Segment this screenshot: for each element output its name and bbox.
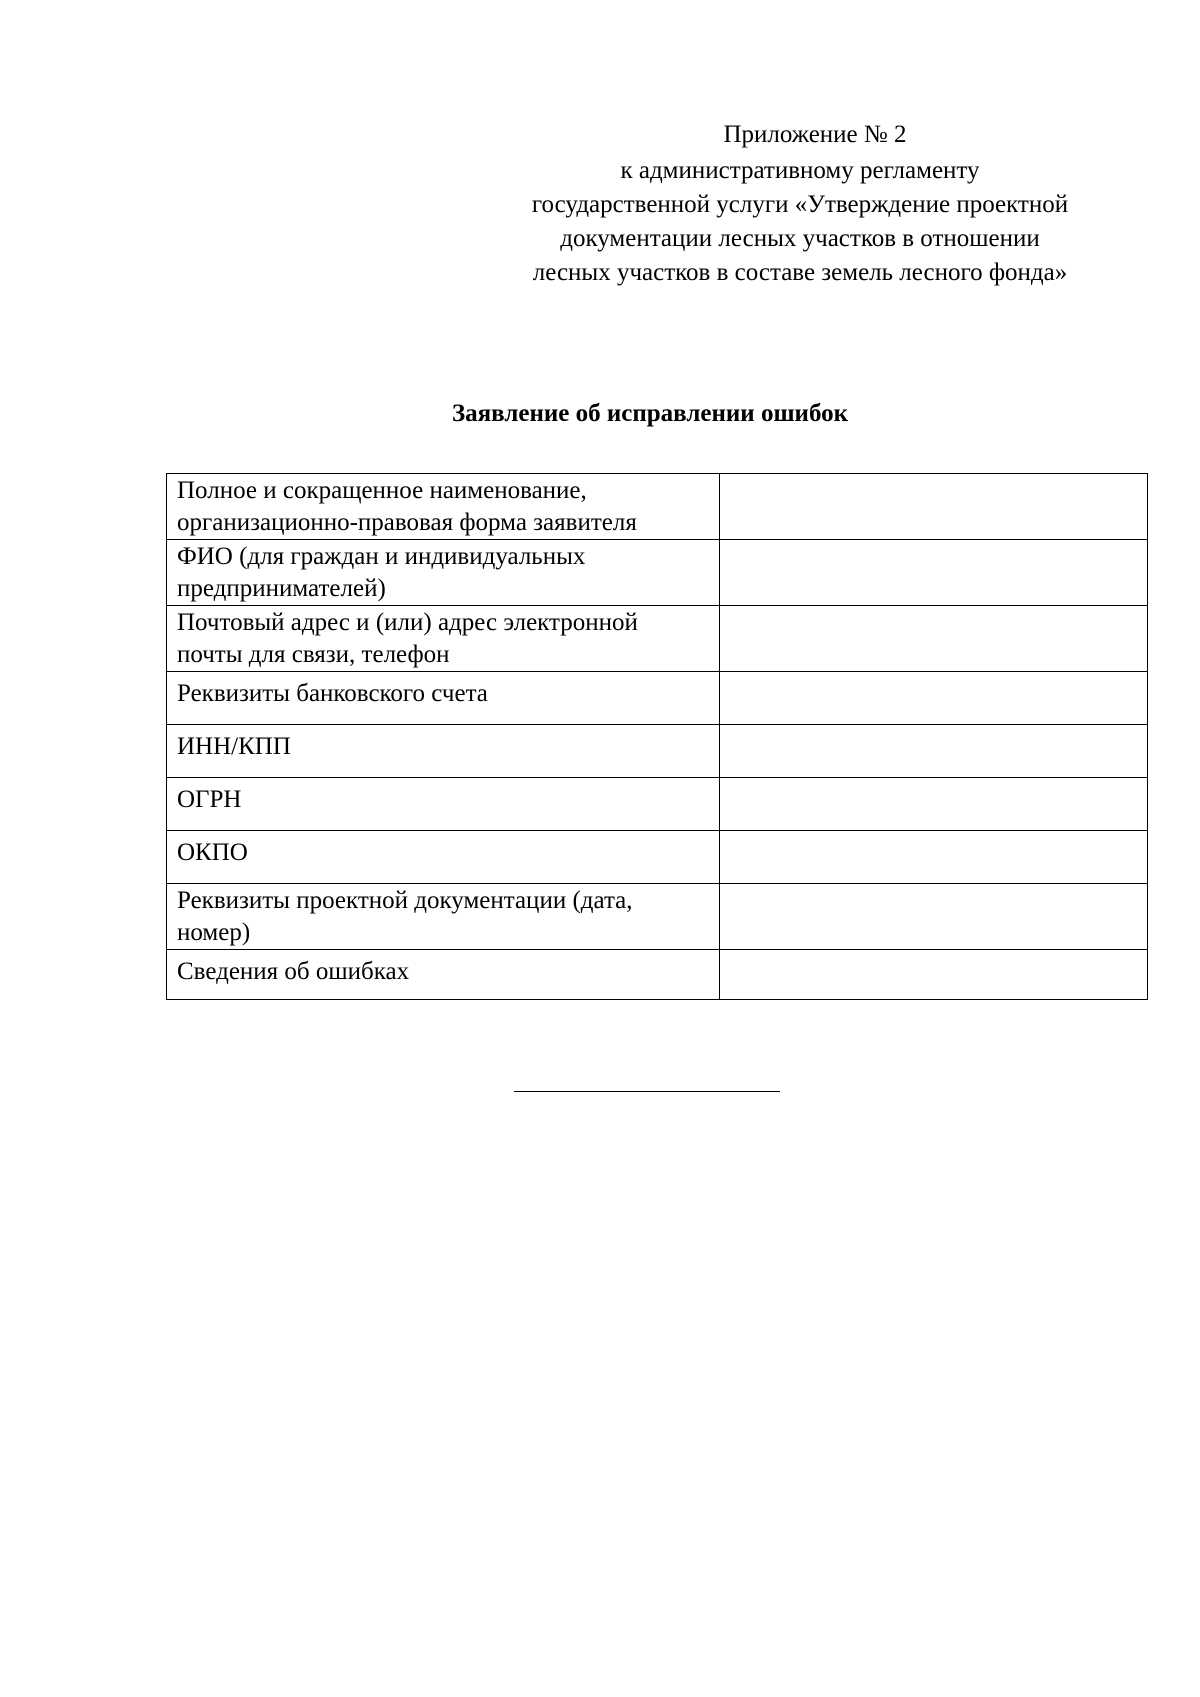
row-label: Сведения об ошибках [167, 950, 720, 1000]
row-value-field[interactable] [720, 778, 1148, 831]
row-value-field[interactable] [720, 540, 1148, 606]
row-value-field[interactable] [720, 474, 1148, 540]
table-row [167, 884, 1148, 950]
row-value-field[interactable] [720, 725, 1148, 778]
table-row [167, 725, 1148, 778]
table-row [167, 778, 1148, 831]
row-label: Почтовый адрес и (или) адрес электронной почты для связи, телефон [167, 606, 720, 672]
row-label: Реквизиты проектной документации (дата, номер) [167, 884, 720, 950]
appendix-header [470, 118, 1130, 290]
table-row [167, 831, 1148, 884]
row-label: Полное и сокращенное наименование, организационно-правовая форма заявителя [167, 474, 720, 540]
signature-line [514, 1091, 780, 1092]
row-value-field[interactable] [720, 831, 1148, 884]
row-value-field[interactable] [720, 884, 1148, 950]
appendix-line: государственной услуги «Утверждение проектной [531, 191, 1069, 218]
row-label: ИНН/КПП [167, 725, 720, 778]
row-value-field[interactable] [720, 950, 1148, 1000]
table-row [167, 950, 1148, 1000]
table-row [167, 540, 1148, 606]
row-label: ОГРН [167, 778, 720, 831]
table-row [167, 606, 1148, 672]
table-row [167, 672, 1148, 725]
row-label: Реквизиты банковского счета [167, 672, 720, 725]
row-label: ФИО (для граждан и индивидуальных предпринимателей) [167, 540, 720, 606]
appendix-line: к административному регламенту [620, 157, 980, 184]
appendix-line: документации лесных участков в отношении [560, 225, 1040, 252]
table-row [167, 474, 1148, 540]
row-value-field[interactable] [720, 606, 1148, 672]
application-form-table [166, 473, 1148, 1000]
appendix-line: лесных участков в составе земель лесного фонда» [532, 259, 1068, 286]
appendix-number: Приложение № 2 [723, 121, 907, 148]
document-title: Заявление об исправлении ошибок [451, 400, 849, 427]
row-label: ОКПО [167, 831, 720, 884]
row-value-field[interactable] [720, 672, 1148, 725]
